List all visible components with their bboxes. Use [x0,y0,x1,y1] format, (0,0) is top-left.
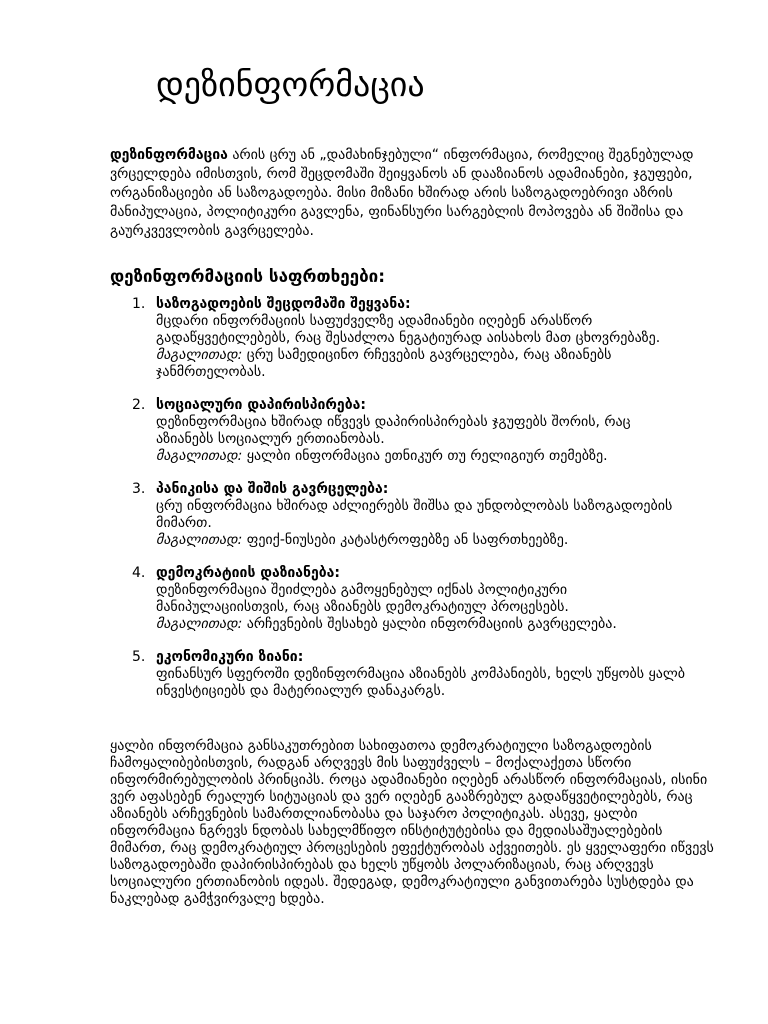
risks-heading: დეზინფორმაციის საფრთხეები: [110,267,386,287]
risk-title: დემოკრატიის დაზიანება: [156,565,341,581]
risk-example-text: არჩევნების შესახებ ყალბი ინფორმაციის გავრცელება. [242,616,617,632]
risk-number: 3. [132,481,146,497]
risk-example [156,616,692,633]
risk-title: სოციალური დაპირისპირება: [156,397,366,413]
conclusion-paragraph: ყალბი ინფორმაცია განსაკუთრებით სახიფათოა დემოკრატიული საზოგადოების ჩამოყალიბებისთვის, რადგან არღვევს მის საფუძველს – მოქალაქეთა სწორი ინფორმირებულობის პრინციპს. როცა ადამიანები იღებენ არასწორ ინფორმაციას, ისინი ვერ აფასებენ რეალურ სიტუაციას და ვერ იღებენ გააზრებულ გადაწყვეტილებებს, რაც აზიანებს არჩევნების სამართლიანობასა და საჯარო პოლიტიკას. ასევე, ყალბი ინფორმაცია ნგრევს ნდობას სახელმწიფო ინსტიტუტებისა და მედიასაშუალებების მიმართ, რაც დემოკრატიულ პროცესების ეფექტურობას აქვეითებს. ეს ყველაფერი იწვევს საზოგადოებაში დაპირისპირებას და ხელს უწყობს პოლარიზაციას, რაც არღვევს სოციალური ერთიანობის იდეას. შედეგად, დემოკრატიული განვითარება სუსტდება და ნაკლებად გამჭვირვალე ხდება. [110,738,714,907]
risk-number: 5. [132,649,146,665]
risk-title: პანიკისა და შიშის გავრცელება: [156,481,389,497]
risk-item-1 [132,296,692,381]
risk-item-4 [132,565,692,633]
risk-number: 1. [132,296,146,312]
risk-example-text: ყალბი ინფორმაცია ეთნიკურ თუ რელიგიურ თემებზე. [242,448,608,464]
intro-text: არის ცრუ ან „დამახინჯებული“ ინფორმაცია, რომელიც შეგნებულად ვრცელდება იმისთვის, რომ შეცდომაში შეიყვანოს ან დააზიანოს ადამიანები, ჯგუფები, ორგანიზაციები ან საზოგადოება. მისი მიზანი ხშირად არის საზოგადოებრივი აზრის მანიპულაცია, პოლიტიკური გავლენა, ფინანსური სარგებლის მოპოვება ან შიშისა და გაურკვევლობის გავრცელება. [110,147,694,239]
risk-example-text: ფეიქ-ნიუსები კატასტროფებზე ან საფრთხეებზე. [242,532,569,548]
risk-description: ფინანსურ სფეროში დეზინფორმაცია აზიანებს კომპანიებს, ხელს უწყობს ყალბ ინვესტიციებს და მატერიალურ დანაკარგს. [156,666,686,699]
intro-term: დეზინფორმაცია [110,147,228,163]
risk-number: 2. [132,397,146,413]
risk-item-3 [132,481,692,549]
risk-title: საზოგადოების შეცდომაში შეყვანა: [156,296,411,312]
risk-example-label: მაგალითად: [156,347,243,363]
risk-example [156,448,692,465]
risk-item-2 [132,397,692,465]
risk-number: 4. [132,565,146,581]
risk-example-label: მაგალითად: [156,532,243,548]
risk-title: ეკონომიკური ზიანი: [156,649,304,665]
risk-example-label: მაგალითად: [156,448,243,464]
risk-description: დეზინფორმაცია ხშირად იწვევს დაპირისპირებას ჯგუფებს შორის, რაც აზიანებს სოციალურ ერთიანობას. [156,414,631,447]
risk-description: ცრუ ინფორმაცია ხშირად აძლიერებს შიშსა და უნდობლობას საზოგადოების მიმართ. [156,498,673,531]
risk-example-text: ცრუ სამედიცინო რჩევების გავრცელება, რაც აზიანებს ჯანმრთელობას. [156,347,612,380]
risk-example-label: მაგალითად: [156,616,243,632]
risk-item-5 [132,649,692,700]
risk-description: მცდარი ინფორმაციის საფუძველზე ადამიანები იღებენ არასწორ გადაწყვეტილებებს, რაც შესაძლოა ნეგატიურად აისახოს მათ ცხოვრებაზე. [156,313,661,346]
risk-example [156,532,692,549]
risks-list [132,296,692,716]
intro-paragraph [110,146,710,241]
page-title: დეზინფორმაცია [156,65,425,105]
risk-example [156,347,692,381]
risk-description: დეზინფორმაცია შეიძლება გამოყენებულ იქნას პოლიტიკური მანიპულაციისთვის, რაც აზიანებს დემოკრატიულ პროცესებს. [156,582,569,615]
